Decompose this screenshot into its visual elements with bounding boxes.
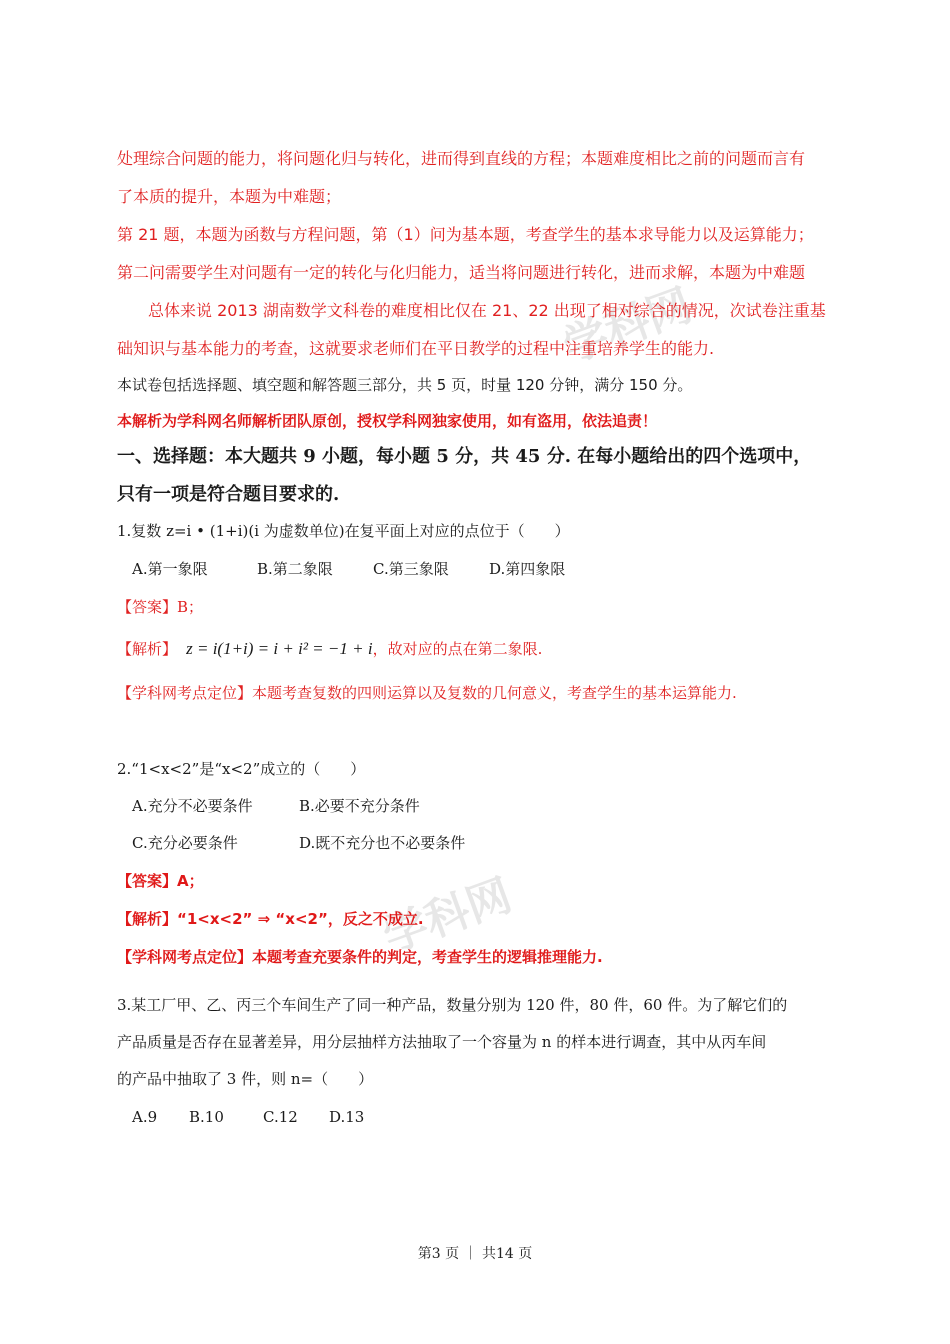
option-d: D.既不充分也不必要条件 xyxy=(299,834,466,852)
option-a: A.充分不必要条件 xyxy=(132,797,253,815)
question-1-answer: 【答案】B； xyxy=(117,598,204,616)
question-2-answer: 【答案】A； xyxy=(117,872,204,890)
question-2-analysis: 【解析】“1<x<2” ⇒ “x<2”，反之不成立. xyxy=(117,910,424,928)
question-2-options-row1 xyxy=(132,795,420,817)
option-c: C.充分必要条件 xyxy=(132,834,238,852)
question-2-point: 【学科网考点定位】本题考查充要条件的判定，考查学生的逻辑推理能力. xyxy=(117,948,603,966)
option-d: D.13 xyxy=(329,1108,365,1126)
question-1-analysis xyxy=(117,638,542,660)
question-3-options xyxy=(132,1106,364,1128)
option-b: B.10 xyxy=(189,1108,224,1126)
question-3-stem-line: 产品质量是否存在显著差异，用分层抽样方法抽取了一个容量为 n 的样本进行调查，其中从丙车间 xyxy=(117,1033,767,1051)
question-2-stem: 2.“1<x<2”是“x<2”成立的（ ） xyxy=(117,760,366,778)
option-b: B.必要不充分条件 xyxy=(299,797,420,815)
option-a: A.9 xyxy=(132,1108,158,1126)
option-c: C.12 xyxy=(263,1108,298,1126)
analysis-text: ，故对应的点在第二象限. xyxy=(372,640,543,658)
watermark-logo: 学科网 xyxy=(376,869,519,963)
question-3-stem-line: 3.某工厂甲、乙、丙三个车间生产了同一种产品，数量分别为 120 件，80 件，60 件。为了解它们的 xyxy=(117,996,788,1014)
question-1-options xyxy=(132,558,565,580)
section-heading: 一、选择题：本大题共 9 小题，每小题 5 分，共 45 分. 在每小题给出的四个选项中， xyxy=(117,446,812,467)
option-b: B.第二象限 xyxy=(257,560,333,578)
intro-line: 第二问需要学生对问题有一定的转化与化归能力，适当将问题进行转化，进而求解，本题为中难题 xyxy=(117,263,806,282)
analysis-tag: 【解析】 xyxy=(117,640,178,658)
option-c: C.第三象限 xyxy=(373,560,449,578)
copyright-notice: 本解析为学科网名师解析团队原创，授权学科网独家使用，如有盗用，依法追责！ xyxy=(117,412,658,430)
option-a: A.第一象限 xyxy=(132,560,208,578)
question-1-stem: 1.复数 z=i • (1+i)(i 为虚数单位)在复平面上对应的点位于（ ） xyxy=(117,522,570,540)
section-heading: 只有一项是符合题目要求的. xyxy=(117,484,340,505)
analysis-formula: z = i(1+i) = i + i² = −1 + i xyxy=(186,639,373,658)
question-1-point: 【学科网考点定位】本题考查复数的四则运算以及复数的几何意义，考查学生的基本运算能力. xyxy=(117,684,737,702)
intro-line: 第 21 题，本题为函数与方程问题，第（1）问为基本题，考查学生的基本求导能力以及运算能力； xyxy=(117,225,814,244)
intro-line: 了本质的提升，本题为中难题； xyxy=(117,187,342,206)
question-2-options-row2 xyxy=(132,832,465,854)
watermark-logo: 学科网 xyxy=(556,279,699,373)
intro-line: 础知识与基本能力的考查，这就要求老师们在平日教学的过程中注重培养学生的能力. xyxy=(117,339,715,358)
option-d: D.第四象限 xyxy=(489,560,566,578)
intro-line: 总体来说 2013 湖南数学文科卷的难度相比仅在 21、22 出现了相对综合的情况，次试卷注重基 xyxy=(148,301,826,320)
exam-info: 本试卷包括选择题、填空题和解答题三部分，共 5 页，时量 120 分钟，满分 150 分。 xyxy=(117,376,693,394)
intro-line: 处理综合问题的能力，将问题化归与转化，进而得到直线的方程；本题难度相比之前的问题而言有 xyxy=(117,149,806,168)
question-3-stem-line: 的产品中抽取了 3 件，则 n=（ ） xyxy=(117,1070,374,1088)
page-footer: 第3 页 ｜ 共14 页 xyxy=(417,1246,533,1262)
